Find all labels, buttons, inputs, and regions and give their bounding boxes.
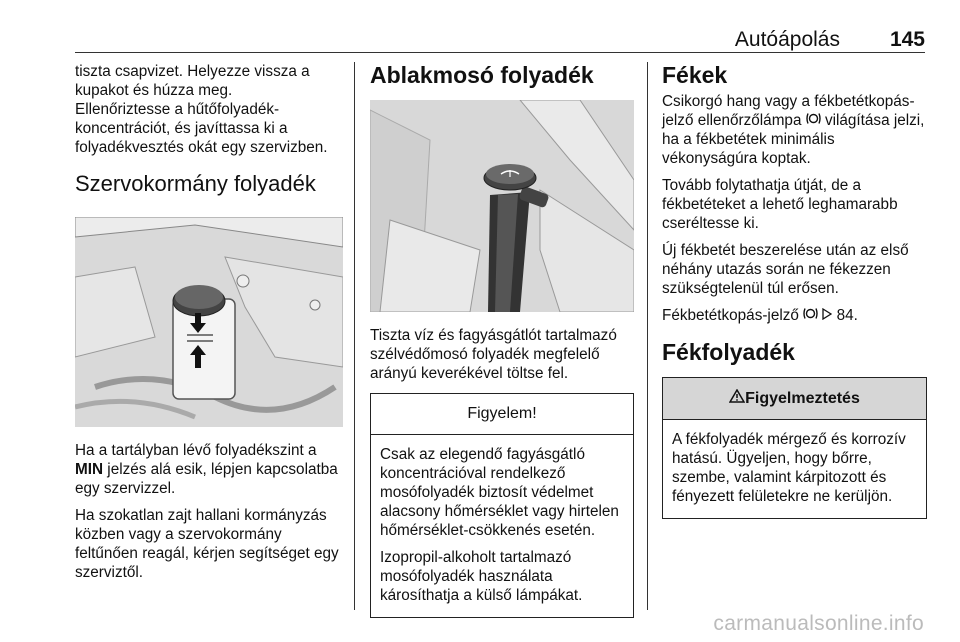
column-3 (662, 62, 927, 519)
page-header-title: Autóápolás (734, 28, 840, 51)
caution-paragraph-1: Csak az elegendő fagyásgátló koncentrációval rendelkező mosófolyadék biztosít védelmet alacsony hőmérséklet vagy hirtelen hőmérséklet-csökkenés esetén. (380, 446, 619, 539)
min-text-pre: Ha a tartályban lévő folyadékszint a (75, 442, 317, 459)
coolant-check-paragraph: Ellenőriztesse a hűtőfolyadék-koncentrációt, és javíttassa ki a folyadékvesztés okát egy szervizben. (75, 101, 328, 156)
washer-fluid-figure (370, 100, 634, 312)
washer-reservoir-illustration (370, 100, 634, 312)
power-steering-figure (75, 217, 343, 427)
column-1 (75, 62, 343, 590)
warning-box-title (663, 378, 926, 420)
power-steering-heading: Szervokormány folyadék (75, 171, 316, 196)
brakes-p1-post: világítása jelzi, ha a fékbetétek minimális vékonyságúra koptak. (662, 112, 925, 167)
brakes-p1-pre: Csikorgó hang vagy a fékbetétkopás-jelző ellenőrzőlámpa (662, 93, 915, 129)
warning-box-body (663, 420, 926, 518)
page-ref-link[interactable]: 84. (836, 307, 858, 324)
column-divider-1 (354, 62, 355, 610)
warning-paragraph: A fékfolyadék mérgező és korrozív hatású. Ügyeljen, hogy bőrre, szembe, valamint kárpitozott és fényezett felületekre ne kerüljön. (672, 431, 906, 505)
brake-pad-wear-icon (806, 111, 821, 130)
warning-triangle-icon (729, 389, 745, 408)
power-steering-illustration (75, 217, 343, 427)
min-text-post: jelzés alá esik, lépjen kapcsolatba egy szervizzel. (75, 461, 338, 497)
washer-fluid-heading: Ablakmosó folyadék (370, 62, 594, 88)
brake-fluid-heading: Fékfolyadék (662, 339, 795, 365)
column-divider-2 (647, 62, 648, 610)
header-divider (75, 52, 925, 53)
warning-box (662, 377, 927, 519)
brakes-heading: Fékek (662, 62, 728, 88)
brakes-p4-pre: Fékbetétkopás-jelző (662, 307, 804, 324)
coolant-paragraph-end: tiszta csapvizet. Helyezze vissza a kupakot és húzza meg. (75, 63, 310, 99)
caution-paragraph-2: Izopropil-alkoholt tartalmazó mosófolyadék használata károsíthatja a külső lámpákat. (380, 549, 583, 604)
brakes-paragraph-2: Tovább folytathatja útját, de a fékbetéteket a lehető leghamarabb cseréltesse ki. (662, 177, 898, 232)
washer-fluid-paragraph: Tiszta víz és fagyásgátlót tartalmazó szélvédőmosó folyadék megfelelő arányú keverékével töltse fel. (370, 327, 617, 382)
brakes-paragraph-1 (662, 92, 927, 168)
page-number: 145 (889, 28, 925, 51)
power-steering-min-paragraph (75, 441, 343, 498)
watermark: carmanualsonline.info (713, 612, 924, 635)
caution-box (370, 393, 634, 618)
brake-pad-wear-icon (803, 306, 818, 325)
min-label: MIN (75, 461, 104, 478)
caution-box-body (371, 435, 633, 617)
power-steering-noise-paragraph: Ha szokatlan zajt hallani kormányzás közben vagy a szervokormány feltűnően reagál, kérjen segítséget egy szerviztől. (75, 507, 339, 581)
column-2 (370, 62, 634, 618)
warning-title-text: Figyelmeztetés (745, 390, 860, 407)
caution-box-title: Figyelem! (371, 394, 633, 435)
brakes-paragraph-4 (662, 306, 927, 325)
page-ref-arrow-icon (822, 306, 832, 325)
page-header (75, 28, 925, 52)
brakes-paragraph-3: Új fékbetét beszerelése után az első néhány utazás során ne fékezzen szükségtelenül túl erősen. (662, 242, 909, 297)
